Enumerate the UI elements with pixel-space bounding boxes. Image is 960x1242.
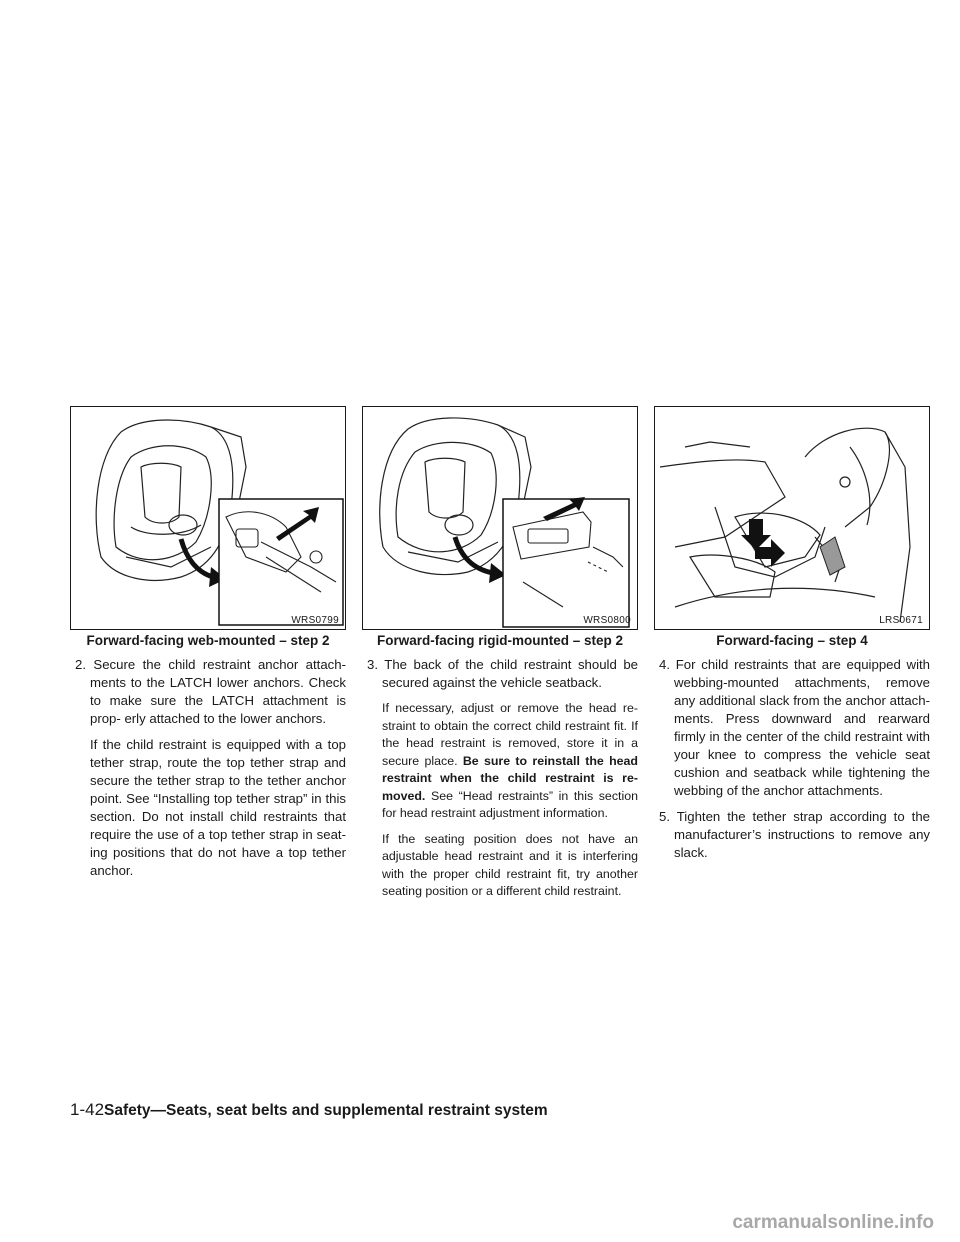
page-number: 1-42 <box>70 1100 105 1119</box>
paragraph-text: If necessary, adjust or remove the head re- straint to obtain the correct child restraint fit. If the head restraint is removed, store it in a secure place. <box>382 701 638 768</box>
knee-press-illustration <box>655 407 930 630</box>
section-title: Safety—Seats, seat belts and supplemental restraint system <box>104 1102 548 1119</box>
step-2-paragraph: If the child restraint is equipped with a top tether strap, route the top tether strap and secure the tether strap to the tether anchor point. See “Installing top tether strap” in this section. Do not install child restraints that require the use of a top tether strap in seat- ing positions that do not have a top tether anchor. <box>90 737 346 878</box>
step-2: 2. Secure the child restraint anchor attach- ments to the LATCH lower anchors. Check to make sure the LATCH attachment is prop- erly attached to the lower anchors. <box>75 657 346 726</box>
step-4: 4. For child restraints that are equipped with webbing-mounted attachments, remove any additional slack from the anchor attach- ments. Press downward and rearward firmly in the center of the child restraint with your knee to compress the vehicle seat cushion and seatback while tightening the webbing of the anchor attachments. <box>659 657 930 798</box>
figure-caption: Forward-facing web-mounted – step 2 <box>86 633 330 648</box>
figure-web-mounted <box>70 406 346 630</box>
page-footer <box>70 1100 548 1120</box>
warning-text: Be sure to reinstall the head restraint when the child restraint is re- moved. <box>382 753 638 803</box>
text-column-3 <box>654 656 930 870</box>
step-5: 5. Tighten the tether strap according to the manufacturer’s instructions to remove any slack. <box>659 809 930 860</box>
figure-caption: Forward-facing rigid-mounted – step 2 <box>376 633 624 648</box>
step-3-paragraph-2: If the seating position does not have an adjustable head restraint and it is interfering with the proper child restraint fit, try another seating position or a different child restraint. <box>382 831 638 898</box>
text-column-1 <box>70 656 346 888</box>
paragraph-text: See “Head restraints” in this section for head restraint adjustment information. <box>382 788 638 820</box>
child-seat-illustration-2 <box>363 407 638 630</box>
figure-forward-facing-step4 <box>654 406 930 630</box>
step-3: 3. The back of the child restraint should be secured against the vehicle seatback. <box>367 657 638 690</box>
watermark: carmanualsonline.info <box>732 1212 934 1233</box>
step-3-paragraph-1 <box>362 700 638 823</box>
figure-rigid-mounted <box>362 406 638 630</box>
figure-code: LRS0671 <box>879 615 923 626</box>
figure-code: WRS0800 <box>583 615 631 626</box>
figure-caption: Forward-facing – step 4 <box>716 633 868 648</box>
text-column-2 <box>362 656 638 909</box>
figure-code: WRS0799 <box>291 615 339 626</box>
child-seat-illustration-1 <box>71 407 346 630</box>
